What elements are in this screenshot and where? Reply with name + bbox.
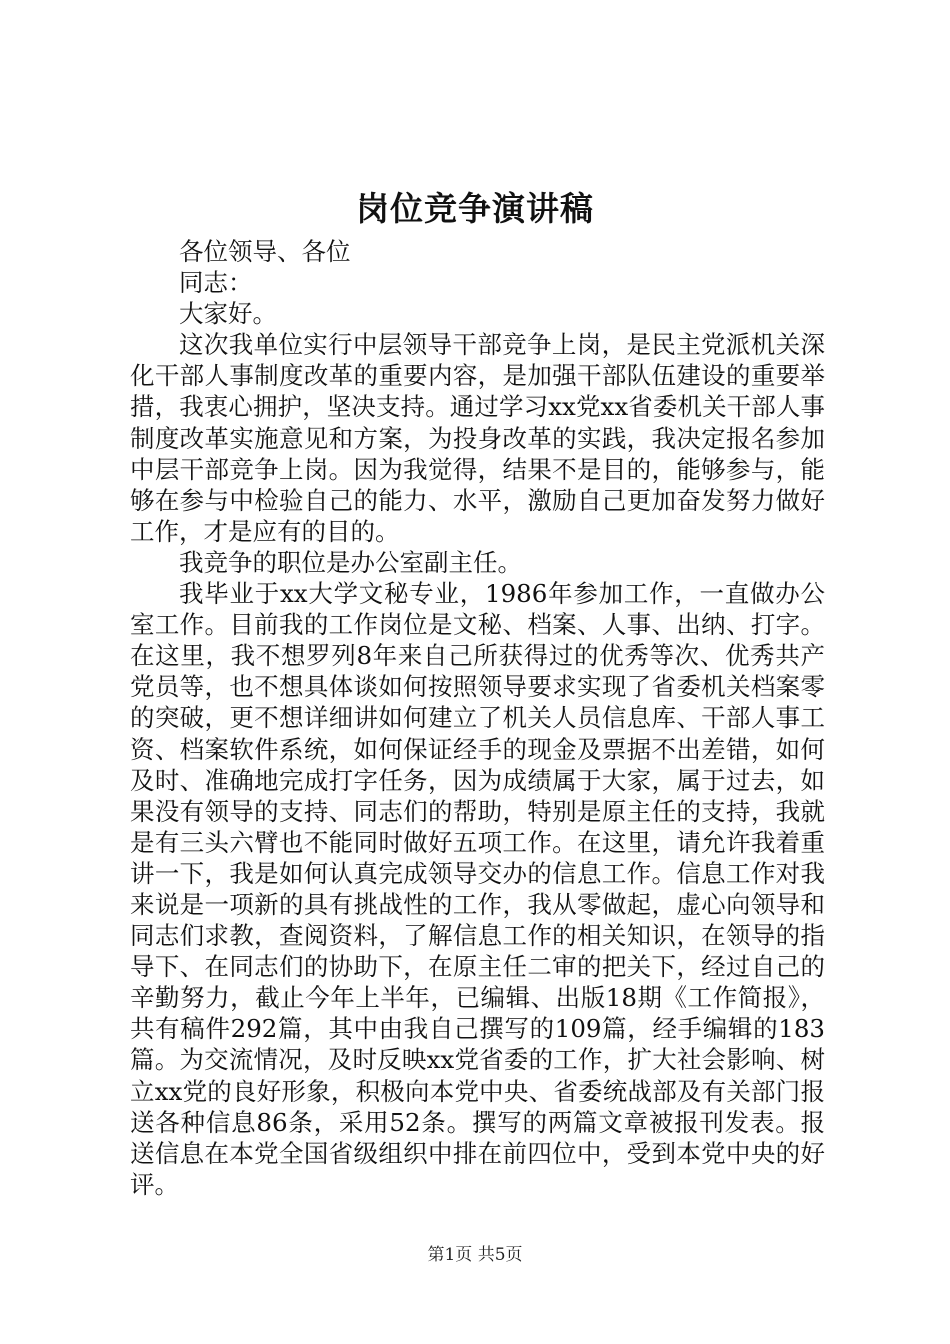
salutation-line-2: 同志： (179, 268, 253, 298)
page-total: 共5页 (477, 1245, 523, 1265)
document-title: 岗位竞争演讲稿 (356, 189, 594, 228)
paragraph-intro: 这次我单位实行中层领导干部竞争上岗，是民主党派机关深化干部人事制度改革的重要内容，是加强干部队伍建设的重要举措，我衷心拥护，坚决支持。通过学习xx党xx省委机关干部人事制度改革实施意见和方案，为投身改革的实践，我决定报名参加中层干部竞争上岗。因为我觉得，结果不是目的，能够参与，能够在参与中检验自己的能力、水平，激励自己更加奋发努力做好工作，才是应有的目的。 (130, 330, 825, 546)
salutation-line-1: 各位领导、各位 (179, 237, 351, 266)
paragraph-experience: 我毕业于xx大学文秘专业，1986年参加工作，一直做办公室工作。目前我的工作岗位是文秘、档案、人事、出纳、打字。在这里，我不想罗列8年来自己所获得过的优秀等次、优秀共产党员等，也不想具体谈如何按照领导要求实现了省委机关档案零的突破，更不想详细讲如何建立了机关人员信息库、干部人事工资、档案软件系统，如何保证经手的现金及票据不出差错，如何及时、准确地完成打字任务，因为成绩属于大家，属于过去，如果没有领导的支持、同志们的帮助，特别是原主任的支持，我就是有三头六臂也不能同时做好五项工作。在这里，请允许我着重讲一下，我是如何认真完成领导交办的信息工作。信息工作对我来说是一项新的具有挑战性的工作，我从零做起，虚心向领导和同志们求教，查阅资料，了解信息工作的相关知识，在领导的指导下、在同志们的协助下，在原主任二审的把关下，经过自己的辛勤努力，截止今年上半年，已编辑、出版18期《工作简报》，共有稿件292篇，其中由我自己撰写的109篇，经手编辑的183篇。为交流情况，及时反映xx党省委的工作，扩大社会影响、树立xx党的良好形象，积极向本党中央、省委统战部及有关部门报送各种信息86条，采用52条。撰写的两篇文章被报刊发表。报送信息在本党全国省级组织中排在前四位中，受到本党中央的好评。 (130, 579, 825, 1199)
page-footer (0, 1243, 950, 1267)
paragraph-position: 我竞争的职位是办公室副主任。 (179, 547, 522, 577)
greeting: 大家好。 (179, 299, 277, 329)
page-number: 第1页 (427, 1245, 473, 1265)
document-body (130, 236, 825, 1200)
